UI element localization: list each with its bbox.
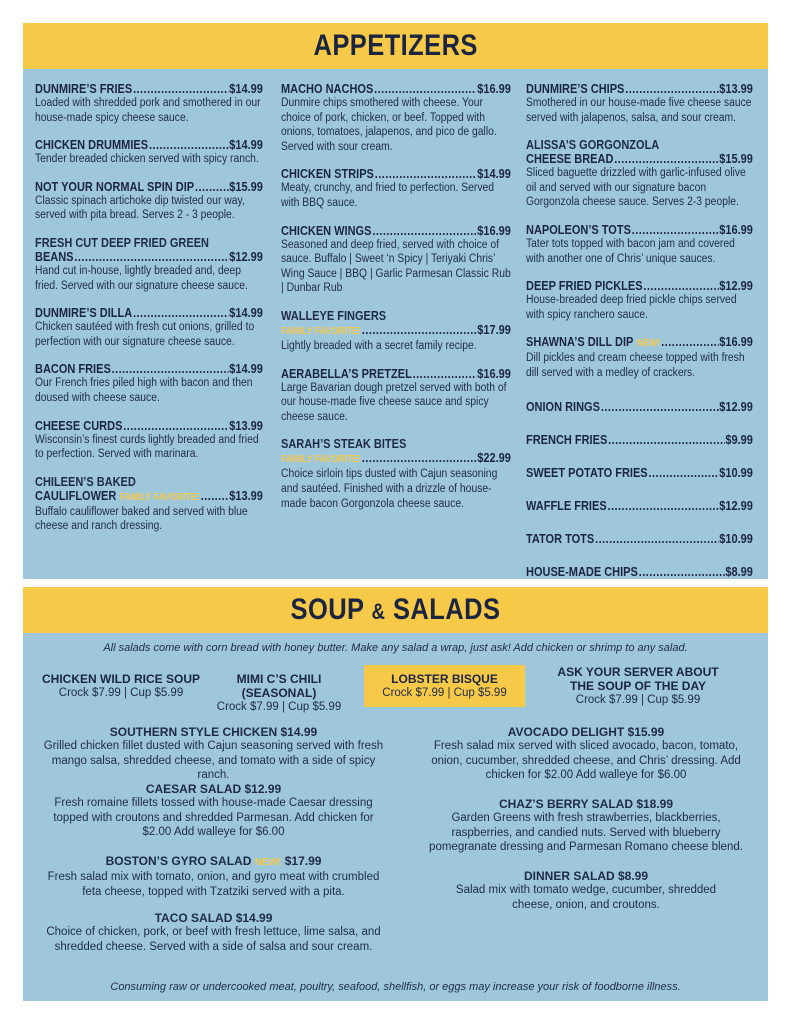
soup-salads-panel xyxy=(23,633,768,1001)
menu-item: CHEESE CURDS ..... $13.99 Wisconsin’s finest curds lightly breaded and fried to perfection. Served with marinara. xyxy=(35,419,263,462)
family-favorite-tag: FAMILY FAVORITE! xyxy=(281,454,362,466)
menu-item: FRESH CUT DEEP FRIED GREEN BEANS ..... $12.99 Hand cut in-house, lightly breaded and, deep fried. Served with our signature cheese sauce. xyxy=(35,236,263,293)
new-tag: NEW! xyxy=(254,857,282,868)
menu-item: AERABELLA’S PRETZEL ..... $16.99 Large Bavarian dough pretzel served with both of our house-made five cheese sauce and spicy cheese sauce. xyxy=(281,367,511,425)
menu-item: SARAH’S STEAK BITES FAMILY FAVORITE! ..... $22.99 Choice sirloin tips dusted with Cajun seasoning and sautéed. Finished with a drizzle of house-made bacon Gorgonzola cheese sauce. xyxy=(281,437,511,511)
menu-item: BACON FRIES ..... $14.99 Our French fries piled high with bacon and then doused with cheese sauce. xyxy=(35,362,263,405)
new-tag: NEW! xyxy=(636,338,661,350)
salad-item: CHAZ’S BERRY SALAD $18.99 Garden Greens with fresh strawberries, blackberries, raspberries, and candied nuts. Served with blueberry pomegranate dressing and Parmesan Romano cheese blend. xyxy=(429,797,743,854)
menu-item: FRENCH FRIES ..... $9.99 xyxy=(526,433,753,447)
salad-item: SOUTHERN STYLE CHICKEN $14.99 Grilled chicken fillet dusted with Cajun seasoning served with fresh mango salsa, shredded cheese, and tomato with a side of spicy ranch. xyxy=(43,725,384,782)
salad-item: TACO SALAD $14.99 Choice of chicken, pork, or beef with fresh lettuce, lime salsa, and shredded cheese. Served with a side of salsa and sour cream. xyxy=(46,911,381,953)
soup-item: CHICKEN WILD RICE SOUP Crock $7.99 | Cup $5.99 xyxy=(41,672,200,699)
menu-item: HOUSE-MADE CHIPS ..... $8.99 xyxy=(526,565,753,579)
appetizers-column-2 xyxy=(281,82,511,524)
menu-item: MACHO NACHOS ..... $16.99 Dunmire chips smothered with cheese. Your choice of pork, chicken, or beef. Topped with onions, tomatoes, jalapenos, and pico de gallo. Served with sour cream. xyxy=(281,82,511,154)
menu-item: CHICKEN WINGS ..... $16.99 Seasoned and deep fried, served with choice of sauce. Buffalo | Sweet ‘n Spicy | Teriyaki Chris’ Wing Sauce | BBQ | Garlic Parmesan Classic Rub | Dunbar Rub xyxy=(281,224,511,296)
menu-item: ONION RINGS ..... $12.99 xyxy=(526,400,753,414)
family-favorite-tag: FAMILY FAVORITE! xyxy=(119,491,200,503)
menu-item: CHILEEN’S BAKED CAULIFLOWER FAMILY FAVORITE! ..... $13.99 Buffalo cauliflower baked and served with blue cheese and ranch dressing. xyxy=(35,475,263,534)
salad-item: AVOCADO DELIGHT $15.99 Fresh salad mix served with sliced avocado, bacon, tomato, onion, cucumber, shredded cheese, and Chris’ dressing. Add chicken for $2.00 Add walleye for $6.00 xyxy=(431,725,741,782)
menu-item: CHICKEN STRIPS ..... $14.99 Meaty, crunchy, and fried to perfection. Served with BBQ sauce. xyxy=(281,167,511,210)
salad-item: CAESAR SALAD $12.99 Fresh romaine fillets tossed with house-made Caesar dressing topped with croutons and shredded Parmesan. Add chicken for $2.00 Add walleye for $6.00 xyxy=(53,782,374,839)
menu-item: TATOR TOTS ..... $10.99 xyxy=(526,532,753,546)
salad-item: BOSTON’S GYRO SALAD NEW! $17.99 Fresh salad mix with tomato, onion, and gyro meat with crumbled feta cheese, topped with Tzatziki served with a pita. xyxy=(47,854,380,898)
menu-item: ALISSA’S GORGONZOLA CHEESE BREAD ..... $15.99 Sliced baguette drizzled with garlic-infused olive oil and served with our signature bacon Gorgonzola cheese sauce. Serves 2-3 people. xyxy=(526,138,753,210)
menu-item: NOT YOUR NORMAL SPIN DIP ..... $15.99 Classic spinach artichoke dip twisted our way, served with pita bread. Serves 2 - 3 people. xyxy=(35,180,263,223)
appetizers-column-1 xyxy=(35,82,263,547)
menu-item: SWEET POTATO FRIES ..... $10.99 xyxy=(526,466,753,480)
appetizers-header xyxy=(23,23,768,69)
salad-item: DINNER SALAD $8.99 Salad mix with tomato wedge, cucumber, shredded cheese, onion, and croutons. xyxy=(455,869,717,911)
menu-item: DUNMIRE’S FRIES ..... $14.99 Loaded with shredded pork and smothered in our house-made spicy cheese sauce. xyxy=(35,82,263,125)
menu-item: DUNMIRE’S CHIPS ..... $13.99 Smothered in our house-made five cheese sauce served with jalapenos, salsa, and sour cream. xyxy=(526,82,753,125)
appetizers-title: APPETIZERS xyxy=(313,29,478,62)
soup-item: MIMI C’S CHILI (SEASONAL) Crock $7.99 | Cup $5.99 xyxy=(216,672,342,713)
food-safety-disclaimer: Consuming raw or undercooked meat, poultry, seafood, shellfish, or eggs may increase your risk of foodborne illness. xyxy=(110,981,681,993)
menu-item: DEEP FRIED PICKLES ..... $12.99 House-breaded deep fried pickle chips served with spicy ranchero sauce. xyxy=(526,279,753,322)
soup-salads-title: SOUP & SALADS xyxy=(290,593,501,626)
soup-item: ASK YOUR SERVER ABOUT THE SOUP OF THE DAY Crock $7.99 | Cup $5.99 xyxy=(557,665,719,706)
soup-salads-header xyxy=(23,587,768,633)
menu-item: WAFFLE FRIES ..... $12.99 xyxy=(526,499,753,513)
menu-item: SHAWNA’S DILL DIP NEW! ..... $16.99 Dill pickles and cream cheese topped with fresh dill served with a medley of crackers. xyxy=(526,335,753,380)
soup-item-highlight: LOBSTER BISQUE Crock $7.99 | Cup $5.99 xyxy=(364,665,525,707)
family-favorite-tag: FAMILY FAVORITE! xyxy=(281,325,362,337)
menu-item: CHICKEN DRUMMIES ..... $14.99 Tender breaded chicken served with spicy ranch. xyxy=(35,138,263,167)
menu-item: DUNMIRE’S DILLA ..... $14.99 Chicken sautéed with fresh cut onions, grilled to perfection with our signature cheese sauce. xyxy=(35,306,263,349)
appetizers-column-3 xyxy=(526,82,753,592)
menu-item: NAPOLEON’S TOTS ..... $16.99 Tater tots topped with bacon jam and covered with another one of Chris’ unique sauces. xyxy=(526,223,753,266)
salad-note: All salads come with corn bread with honey butter. Make any salad a wrap, just ask! Add chicken or shrimp to any salad. xyxy=(103,642,688,654)
menu-item: WALLEYE FINGERS FAMILY FAVORITE! ..... $17.99 Lightly breaded with a secret family recipe. xyxy=(281,309,511,354)
appetizers-panel xyxy=(23,69,768,579)
